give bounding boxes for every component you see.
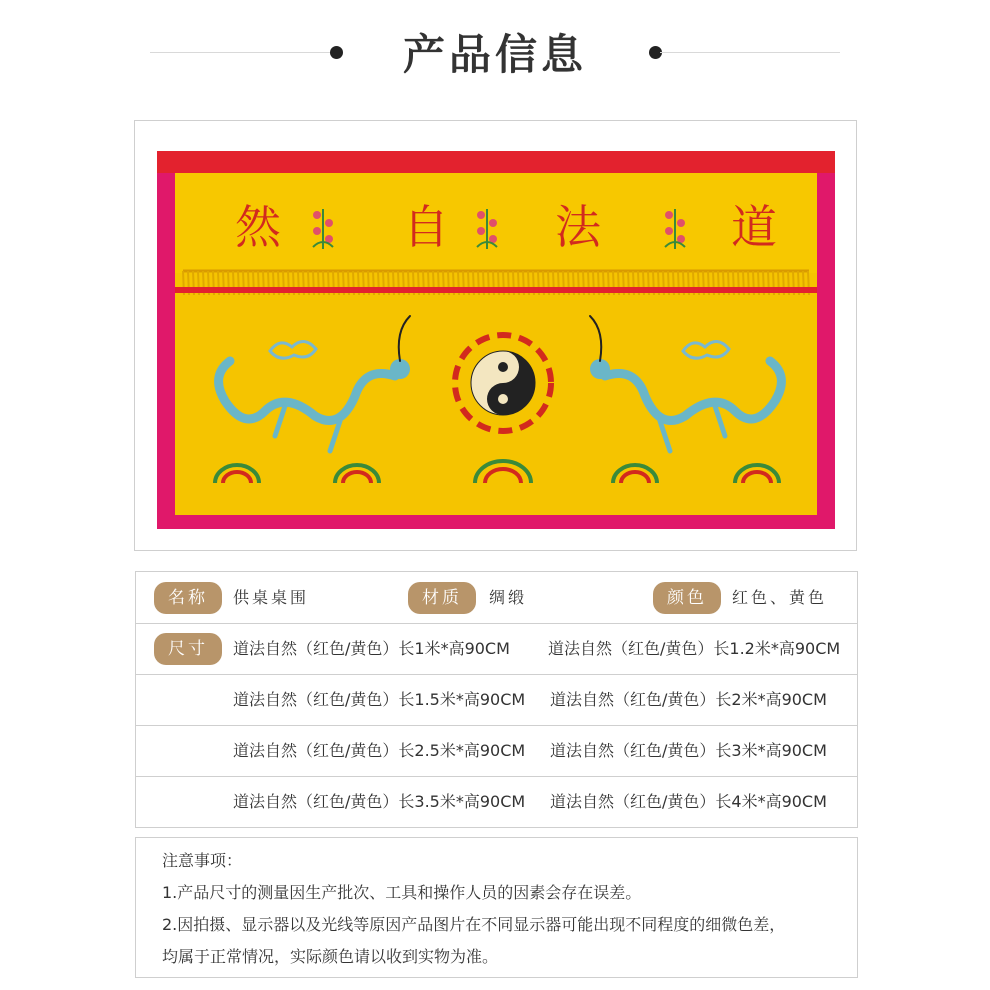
size-option: 道法自然（红色/黄色）长1.2米*高90CM <box>548 639 841 658</box>
note-item: 2.因拍摄、显示器以及光线等原因产品图片在不同显示器可能出现不同程度的细微色差， <box>162 915 786 934</box>
spec-row-basic <box>136 572 857 624</box>
page-title: 产品信息 <box>402 30 587 79</box>
size-option: 道法自然（红色/黄色）长2.5米*高90CM <box>233 741 526 760</box>
divider-band <box>175 287 817 293</box>
size-option: 道法自然（红色/黄色）长4米*高90CM <box>550 792 827 811</box>
spec-row-size <box>136 674 857 726</box>
size-option: 道法自然（红色/黄色）长2米*高90CM <box>550 690 827 709</box>
size-option: 道法自然（红色/黄色）长1米*高90CM <box>233 639 510 658</box>
header-line-right <box>660 52 840 53</box>
notes-box <box>135 837 858 978</box>
banner-char: 法 <box>555 200 601 254</box>
material-label-badge: 材质 <box>408 582 476 614</box>
name-value: 供桌桌围 <box>233 588 310 607</box>
material-value: 绸缎 <box>489 588 528 607</box>
color-label-badge: 颜色 <box>653 582 721 614</box>
color-value: 红色、黄色 <box>732 588 828 607</box>
cloth-top-band <box>157 151 835 173</box>
banner-char: 道 <box>731 200 777 254</box>
product-image <box>134 120 857 551</box>
size-option: 道法自然（红色/黄色）长3米*高90CM <box>550 741 827 760</box>
spec-row-size <box>136 776 857 827</box>
notes-title: 注意事项： <box>162 851 243 870</box>
altar-cloth-illustration <box>135 121 856 550</box>
size-label-badge: 尺寸 <box>154 633 222 665</box>
banner-char: 然 <box>235 200 281 254</box>
name-label-badge: 名称 <box>154 582 222 614</box>
header-line-left <box>150 52 340 53</box>
spec-row-size <box>136 725 857 777</box>
spec-row-size <box>136 623 857 675</box>
note-item: 均属于正常情况，实际颜色请以收到实物为准。 <box>162 947 499 966</box>
size-option: 道法自然（红色/黄色）长1.5米*高90CM <box>233 690 526 709</box>
spec-table <box>135 571 858 828</box>
size-option: 道法自然（红色/黄色）长3.5米*高90CM <box>233 792 526 811</box>
banner-char: 自 <box>403 200 449 254</box>
note-item: 1.产品尺寸的测量因生产批次、工具和操作人员的因素会存在误差。 <box>162 883 642 902</box>
